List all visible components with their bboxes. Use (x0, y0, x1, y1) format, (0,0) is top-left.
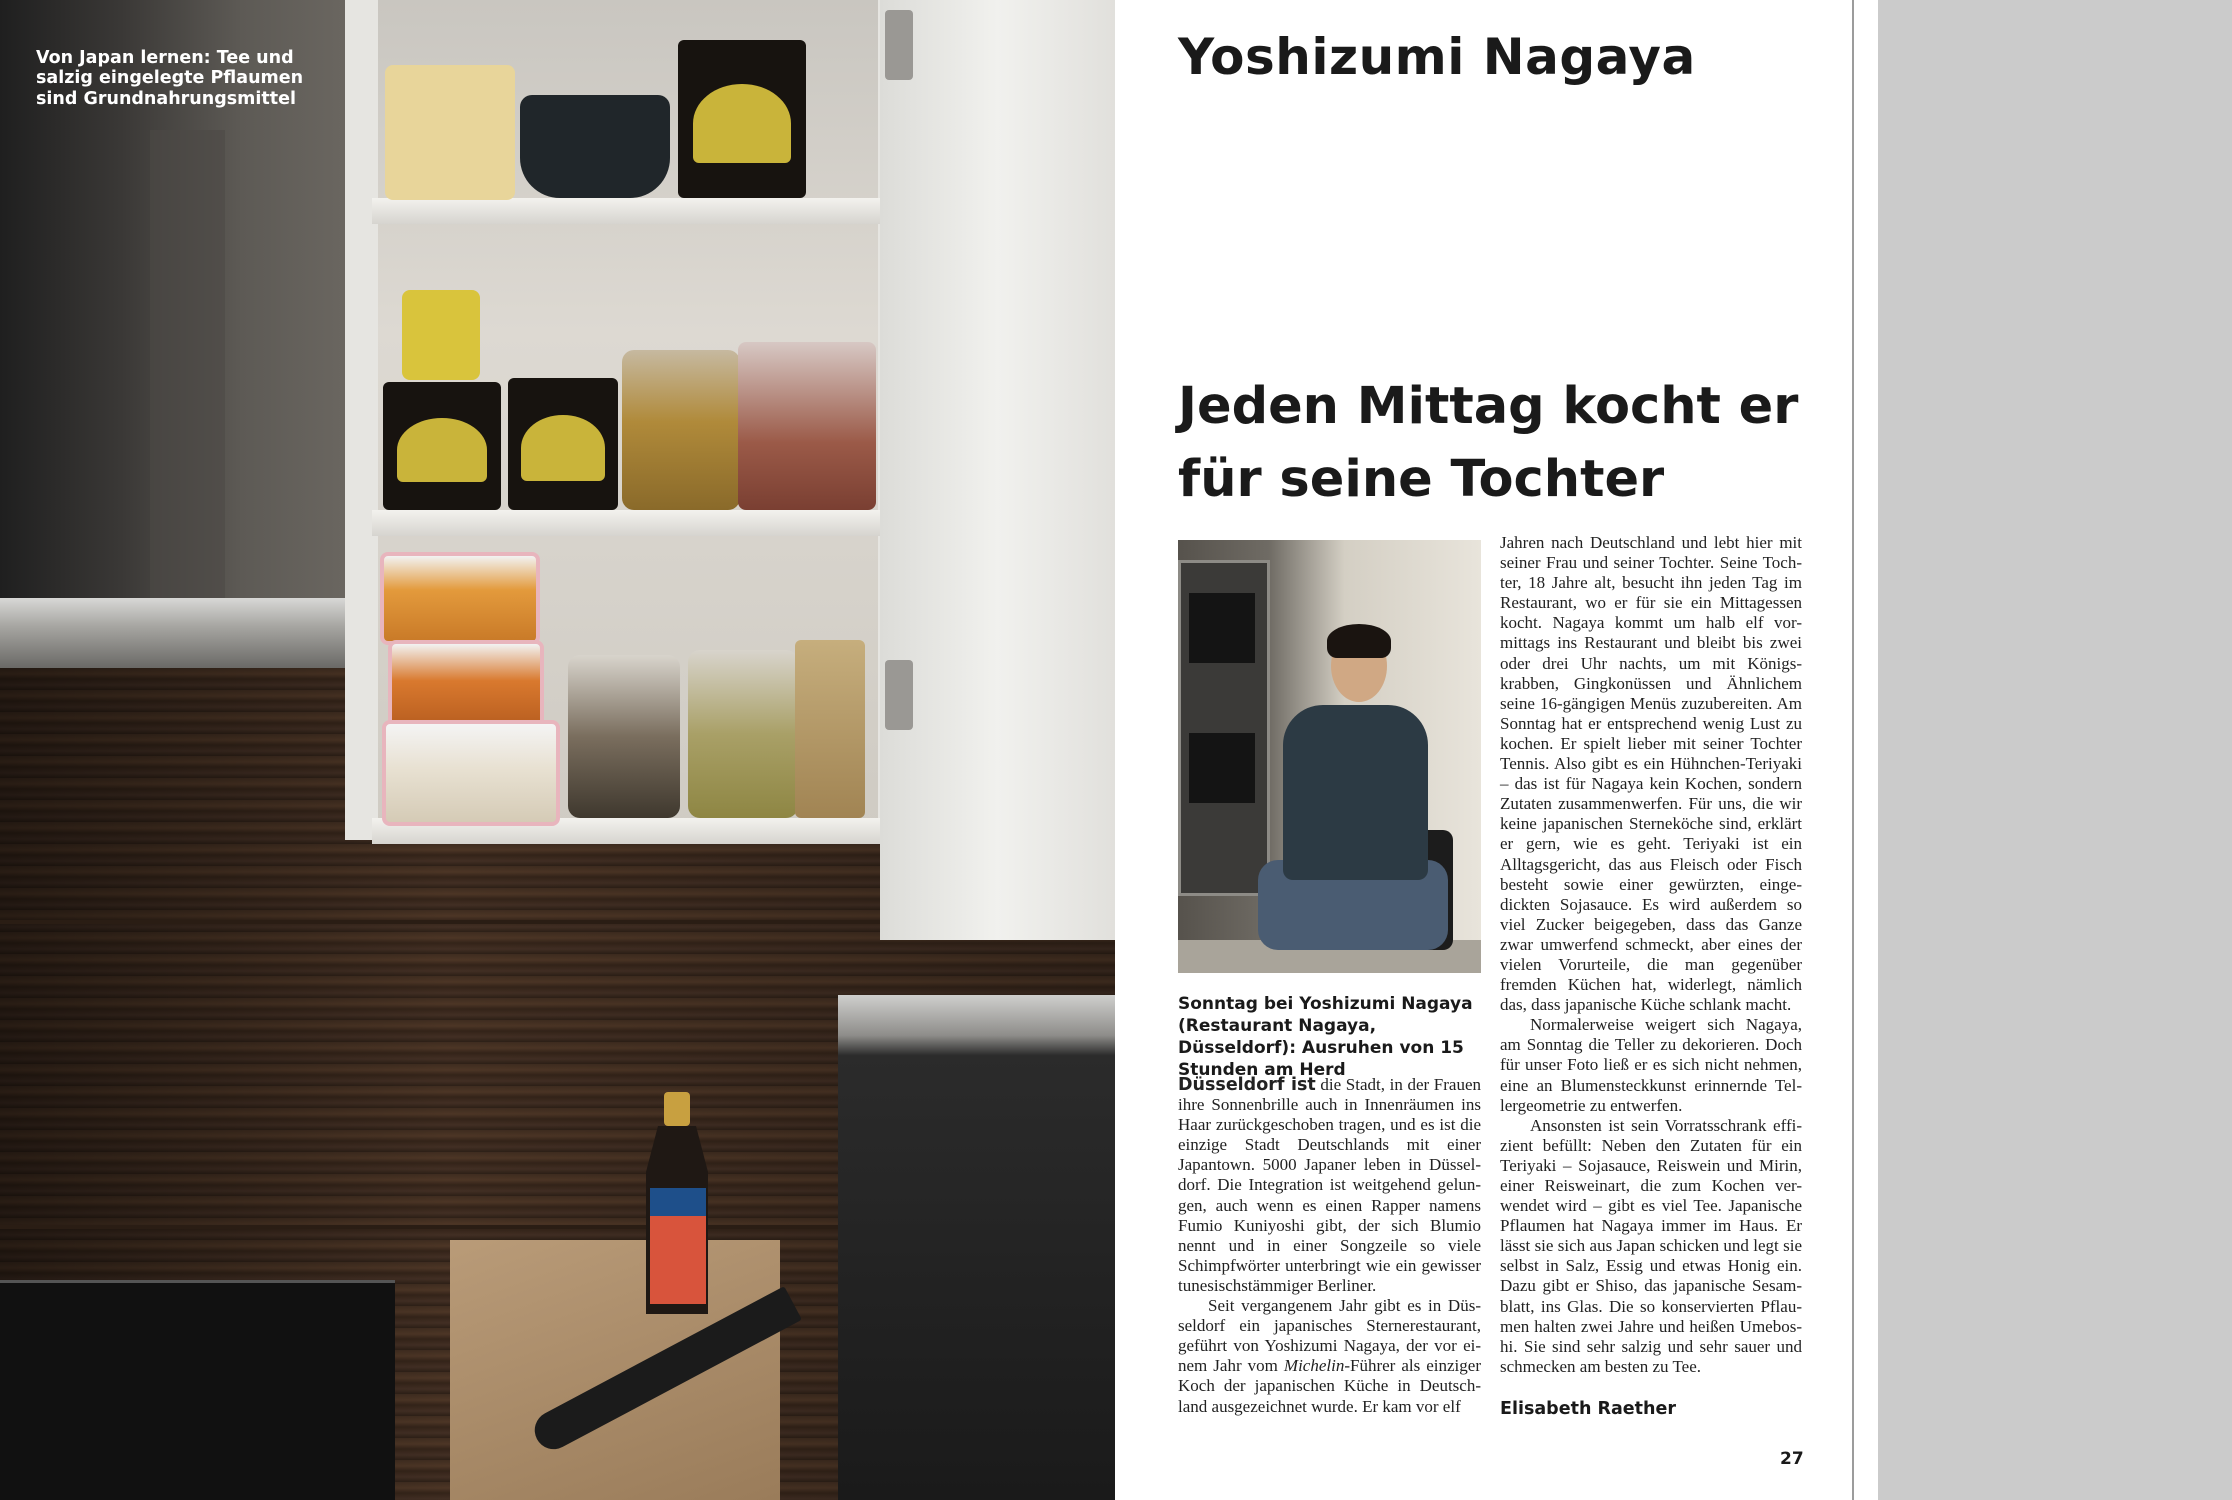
lead-in: Düsseldorf ist (1178, 1075, 1316, 1095)
paragraph: Jahren nach Deutschland und lebt hier mit seiner Frau und seiner Tochter. Seine Toch-ter, 18 Jahre alt, besucht ihn jeden Tag im Restaurant, wo er für sie ein Mittagessen kocht. Nagaya kommt um halb elf vor-mittags ins Restaurant und bleibt bis zwei oder drei Uhr nachts, um mit Königs-krabben, Gingkonüssen und Ähnlichem seine 16-gängigen Menüs zuzubereiten. Am Sonntag hat er entsprechend wenig Lust zu kochen. Er spielt lieber mit seiner Tochter Tennis. Also gibt es ein Hühnchen-Teriyaki – das ist für Nagaya kein Kochen, sondern Zutaten zusammenwerfen. Für uns, die wir keine japanischen Sterneköche sind, erklärt er gern, wie es geht. Teriyaki ist ein Alltagsgericht, das aus Fleisch oder Fisch besteht sowie einer gewürzten, einge-dickten Sojasauce. Es wird außerdem so viel Zucker beigegeben, dass das Ganze zwar umwerfend schmeckt, aber eines der vielen Vorurteile, die man gegenüber fremden Küchen hat, widerlegt, nämlich das, dass japanische Küche schlank macht. (1500, 533, 1802, 1015)
tea-tin-label (521, 415, 605, 481)
cooktop (0, 1280, 395, 1500)
yellow-box (402, 290, 480, 380)
tea-tin-label (693, 84, 790, 163)
storage-box (388, 640, 544, 730)
kitchen-photo (0, 0, 1115, 1500)
steel-shelf (0, 598, 350, 668)
paragraph: -Führer als einziger Koch der japanischen Küche in Deutsch-land ausgezeichnet wurde. Er kam vor elf (1178, 1356, 1481, 1416)
glass-jar (568, 655, 680, 818)
oven (1178, 560, 1270, 896)
snack-bag (738, 342, 876, 510)
tea-bowl (520, 95, 670, 198)
author-name: Yoshizumi Nagaya (1178, 28, 1696, 86)
page-number: 27 (1780, 1449, 1804, 1469)
italic-term: Michelin (1283, 1356, 1345, 1376)
tea-tin-label (397, 418, 487, 482)
page-margin (1854, 0, 1878, 1500)
wall-shadow (150, 130, 225, 620)
paragraph: Normalerweise weigert sich Nagaya, am Sonntag die Teller zu dekorieren. Doch für unser Foto ließ er es sich nicht nehmen, eine an Blumensteckkunst erinnernde Tel-lergeometrie zu entwerfen. (1500, 1015, 1802, 1115)
cabinet-door (880, 0, 1115, 940)
cabinet-shelf (372, 198, 882, 224)
tea-whisk (795, 640, 865, 818)
soy-sauce-bottle (636, 1092, 718, 1314)
background-margin (1878, 0, 2232, 1500)
storage-box (382, 720, 560, 826)
miso-package (385, 65, 515, 200)
photo-caption: Von Japan lernen: Tee und salzig eingelegte Pflaumen sind Grundnahrungsmittel (36, 47, 304, 109)
tea-tin (508, 378, 618, 510)
person-hair (1327, 624, 1391, 658)
hinge (885, 10, 913, 80)
cabinet-shelf (372, 510, 882, 536)
article-column-1 (1178, 1075, 1481, 1417)
paragraph: die Stadt, in der Frauen ihre Sonnenbrille auch in Innenräumen ins Haar zurückgeschoben tragen, und es ist die einzige Stadt Deutschlands mit einer Japantown. 5000 Japaner leben in Düssel-dorf. Die Integration ist weitgehend gelun-gen, auch wenn es einen Rapper namens Fumio Kuniyoshi gibt, der sich Blumio nennt und in einer Songzeile so viele Schimpfwörter unterbringt wie ein gewisser tunesischstämmiger Berliner. (1178, 1075, 1481, 1295)
hinge (885, 660, 913, 730)
paragraph: Ansonsten ist sein Vorratsschrank effi-zient befüllt: Neben den Zutaten für ein Teriyaki – Sojasauce, Reiswein und Mirin, einer Reisweinart, die zum Kochen ver-wendet wird – gibt es viel Tee. Japanische Pflaumen hat Nagaya immer im Haus. Er lässt sie sich aus Japan schicken und legt sie selbst in Salz, Essig und etwas Honig ein. Dazu gibt er Shiso, das japanische Sesam-blatt, ins Glas. Die so konservierten Pflau-men halten zwei Jahre und heißen Umebos-hi. Sie sind sehr salzig und sehr sauer und schmecken am besten zu Tee. (1500, 1115, 1802, 1376)
oven-window (1189, 593, 1255, 663)
byline: Elisabeth Raether (1500, 1399, 1676, 1419)
headline: Jeden Mittag kocht er für seine Tochter (1178, 377, 1799, 509)
person (1283, 705, 1428, 880)
glass-jar (622, 350, 740, 510)
storage-box (380, 552, 540, 645)
portrait-photo (1178, 540, 1481, 973)
tea-tin (383, 382, 501, 510)
paragraph: Seit vergangenem Jahr gibt es in Düs-seldorf ein japanisches Sternerestaurant, geführt von Yoshizumi Nagaya, der vor ei-nem Jahr vom (1178, 1296, 1481, 1376)
tea-tin (678, 40, 806, 198)
article-column-2 (1500, 533, 1802, 1377)
oven-window (1189, 733, 1255, 803)
glass-jar (688, 650, 798, 818)
portrait-caption: Sonntag bei Yoshizumi Nagaya (Restaurant Nagaya, Düsseldorf): Ausruhen von 15 Stunden am Herd (1178, 994, 1473, 1080)
range-hood (838, 995, 1115, 1500)
cutting-board (450, 1240, 780, 1500)
